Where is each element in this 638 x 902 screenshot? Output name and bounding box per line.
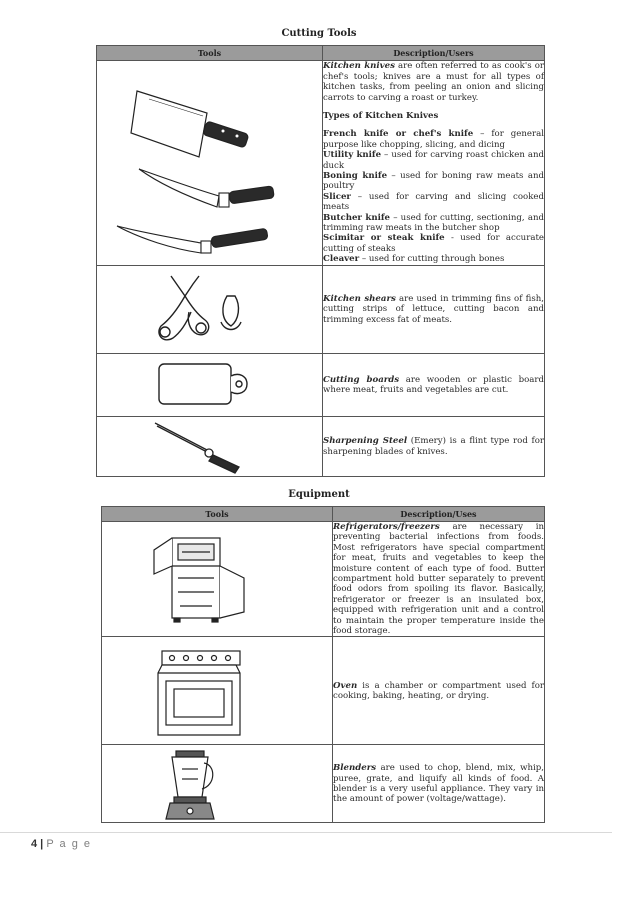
- table-row: [97, 266, 545, 354]
- table-row: [97, 417, 545, 477]
- header-description: Description/Uses: [333, 507, 545, 522]
- fridge-description: Refrigerators/freezers are necessary in preventing bacterial infections from foods. Most refrigerators have special compartment for meat, fruits and vegetables to keep the moisture content of each type of food. Butter compartment hold butter separately to prevent food odors from spoiling its flavor. Basically, refrigerator or freezer is an insulated box, equipped with refrigeration unit and a control to maintain the proper temperature inside the food storage.: [333, 522, 544, 637]
- table-row: [97, 354, 545, 417]
- kitchen-knives-term: Kitchen knives: [323, 61, 395, 72]
- slicer-icon: [117, 226, 268, 253]
- refrigerator-icon: [102, 522, 333, 630]
- knives-icon: [97, 61, 323, 266]
- list-item: Boning knife – used for boning raw meats and poultry: [323, 171, 544, 192]
- kitchen-shears-icon: [97, 266, 323, 354]
- blender-icon: [102, 745, 333, 823]
- cutting-tools-title: Cutting Tools: [281, 28, 357, 39]
- blender-description: Blenders are used to chop, blend, mix, whip, puree, grate, and liquify all kinds of food. A blender is a very useful appliance. They vary in the amount of power (voltage/wattage).: [333, 745, 545, 823]
- shears-illustration: [97, 266, 323, 354]
- fridge-illustration: [102, 522, 333, 637]
- blender-illustration: [102, 745, 333, 823]
- table-row: [97, 61, 545, 266]
- cutting-tools-table: [96, 45, 545, 477]
- shears-description: Kitchen shears are used in trimming fins of fish, cutting strips of lettuce, cutting bacon and trimming excess fat of meats.: [323, 266, 545, 354]
- kitchen-knives-text: are often referred to as cook's or chef's tools; knives are a must for all types of kitchen tasks, from peeling an onion and slicing carrots to carving a roast or turkey.: [323, 61, 544, 103]
- cutting-tools-header-row: [97, 46, 545, 61]
- footer-divider: [0, 832, 612, 833]
- equipment-table: [101, 506, 545, 823]
- table-row: [102, 637, 545, 745]
- list-item: Cleaver – used for cutting through bones: [323, 254, 505, 265]
- chef-knife-icon: [139, 169, 274, 207]
- equipment-title: Equipment: [288, 489, 350, 500]
- sharpening-steel-icon: [97, 417, 323, 477]
- oven-icon: [102, 637, 333, 745]
- table-row: [102, 745, 545, 823]
- list-item: Slicer – used for carving and slicing cooked meats: [323, 191, 544, 213]
- boards-illustration: [97, 354, 323, 417]
- table-row: [102, 522, 545, 637]
- list-item: Scimitar or steak knife - used for accurate cutting of steaks: [323, 233, 544, 254]
- page-number: 4 | P a g e: [31, 838, 92, 850]
- steel-description: Sharpening Steel (Emery) is a flint type rod for sharpening blades of knives.: [323, 417, 545, 477]
- knives-illustration: [97, 61, 323, 266]
- list-item: French knife or chef's knife – for general purpose like chopping, slicing, and dicing: [323, 129, 544, 150]
- oven-description: Oven is a chamber or compartment used for cooking, baking, heating, or drying.: [333, 637, 545, 745]
- cleaver-icon: [131, 91, 249, 157]
- list-item: Utility knife – used for carving roast chicken and duck: [323, 150, 544, 171]
- knives-description: [323, 61, 545, 266]
- equipment-header-row: [102, 507, 545, 522]
- steel-illustration: [97, 417, 323, 477]
- header-tools: Tools: [97, 46, 323, 61]
- list-item: Butcher knife – used for cutting, sectioning, and trimming raw meats in the butcher shop: [323, 212, 544, 234]
- boards-description: Cutting boards are wooden or plastic board where meat, fruits and vegetables are cut.: [323, 354, 545, 417]
- oven-illustration: [102, 637, 333, 745]
- types-heading: Types of Kitchen Knives: [323, 110, 439, 121]
- header-description: Description/Users: [323, 46, 545, 61]
- header-tools: Tools: [102, 507, 333, 522]
- cutting-board-icon: [97, 354, 323, 417]
